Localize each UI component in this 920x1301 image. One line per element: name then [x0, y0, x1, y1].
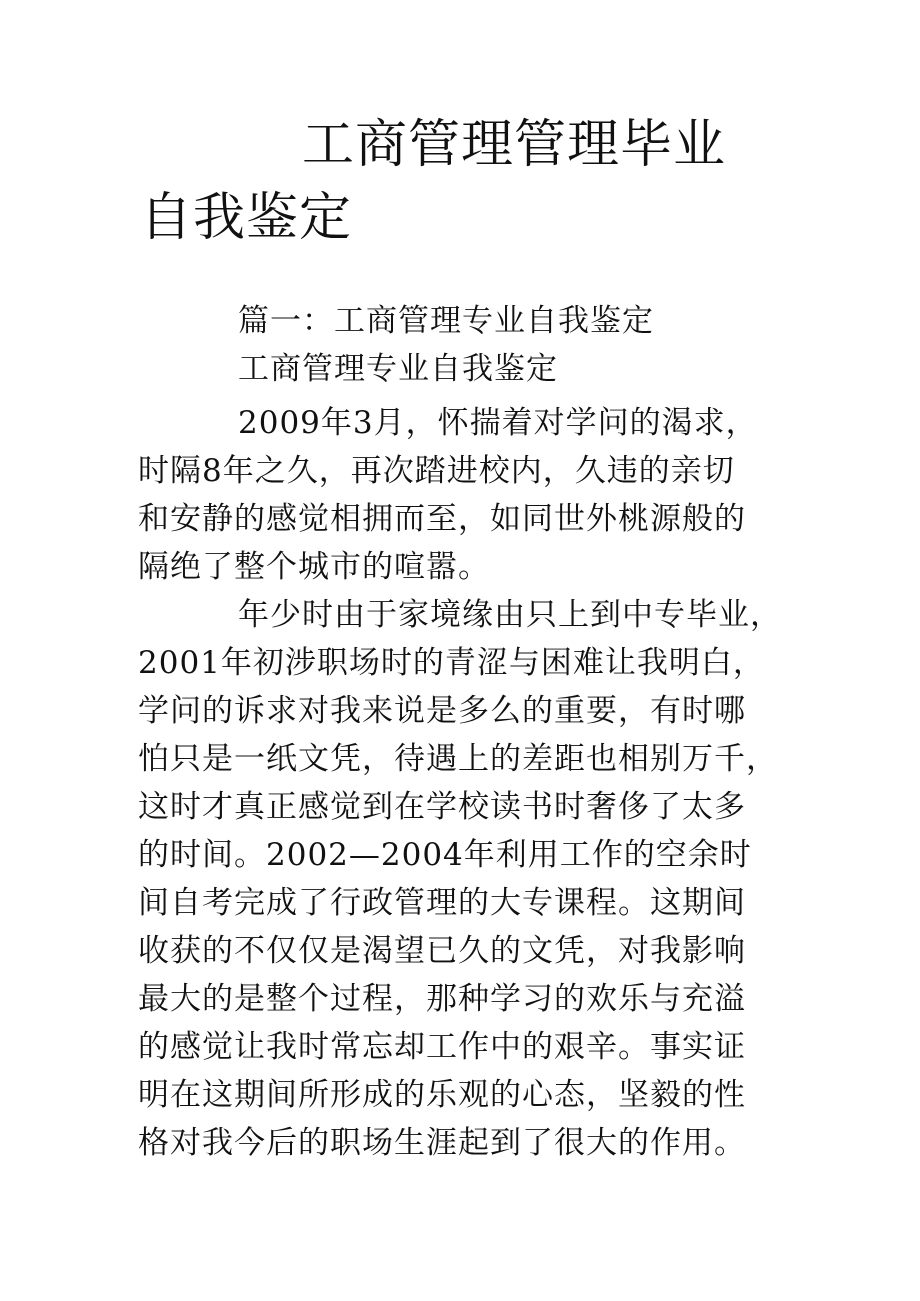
paragraph-line: 这时才真正感觉到在学校读书时奢侈了太多	[138, 789, 746, 825]
document-title-line-1: 工商管理管理毕业	[302, 115, 727, 175]
paragraph-line: 格对我今后的职场生涯起到了很大的作用。	[138, 1125, 746, 1161]
paragraph-line: 怕只是一纸文凭，待遇上的差距也相别万千，	[138, 741, 778, 777]
paragraph-line: 学问的诉求对我来说是多么的重要，有时哪	[138, 693, 746, 729]
paragraph-line: 的感觉让我时常忘却工作中的艰辛。事实证	[138, 1029, 746, 1065]
paragraph-line: 2009年3月，怀揣着对学问的渴求，	[238, 405, 758, 441]
paragraph-line: 间自考完成了行政管理的大专课程。这期间	[138, 885, 746, 921]
paragraph-line: 的时间。2002—2004年利用工作的空余时	[138, 837, 752, 873]
paragraph-line: 年少时由于家境缘由只上到中专毕业，	[238, 597, 782, 633]
paragraph-line: 和安静的感觉相拥而至，如同世外桃源般的	[138, 501, 746, 537]
subheading: 工商管理专业自我鉴定	[238, 351, 558, 387]
paragraph-line: 时隔8年之久，再次踏进校内，久违的亲切	[138, 453, 735, 489]
paragraph-line: 最大的是整个过程，那种学习的欢乐与充溢	[138, 981, 746, 1017]
paragraph-line: 2001年初涉职场时的青涩与困难让我明白，	[138, 645, 765, 681]
paragraph-line: 明在这期间所形成的乐观的心态，坚毅的性	[138, 1077, 746, 1113]
section-heading: 篇一：工商管理专业自我鉴定	[238, 303, 654, 339]
paragraph-line: 收获的不仅仅是渴望已久的文凭，对我影响	[138, 933, 746, 969]
document-title-line-2: 自我鉴定	[140, 188, 353, 248]
paragraph-line: 隔绝了整个城市的喧嚣。	[138, 549, 490, 585]
